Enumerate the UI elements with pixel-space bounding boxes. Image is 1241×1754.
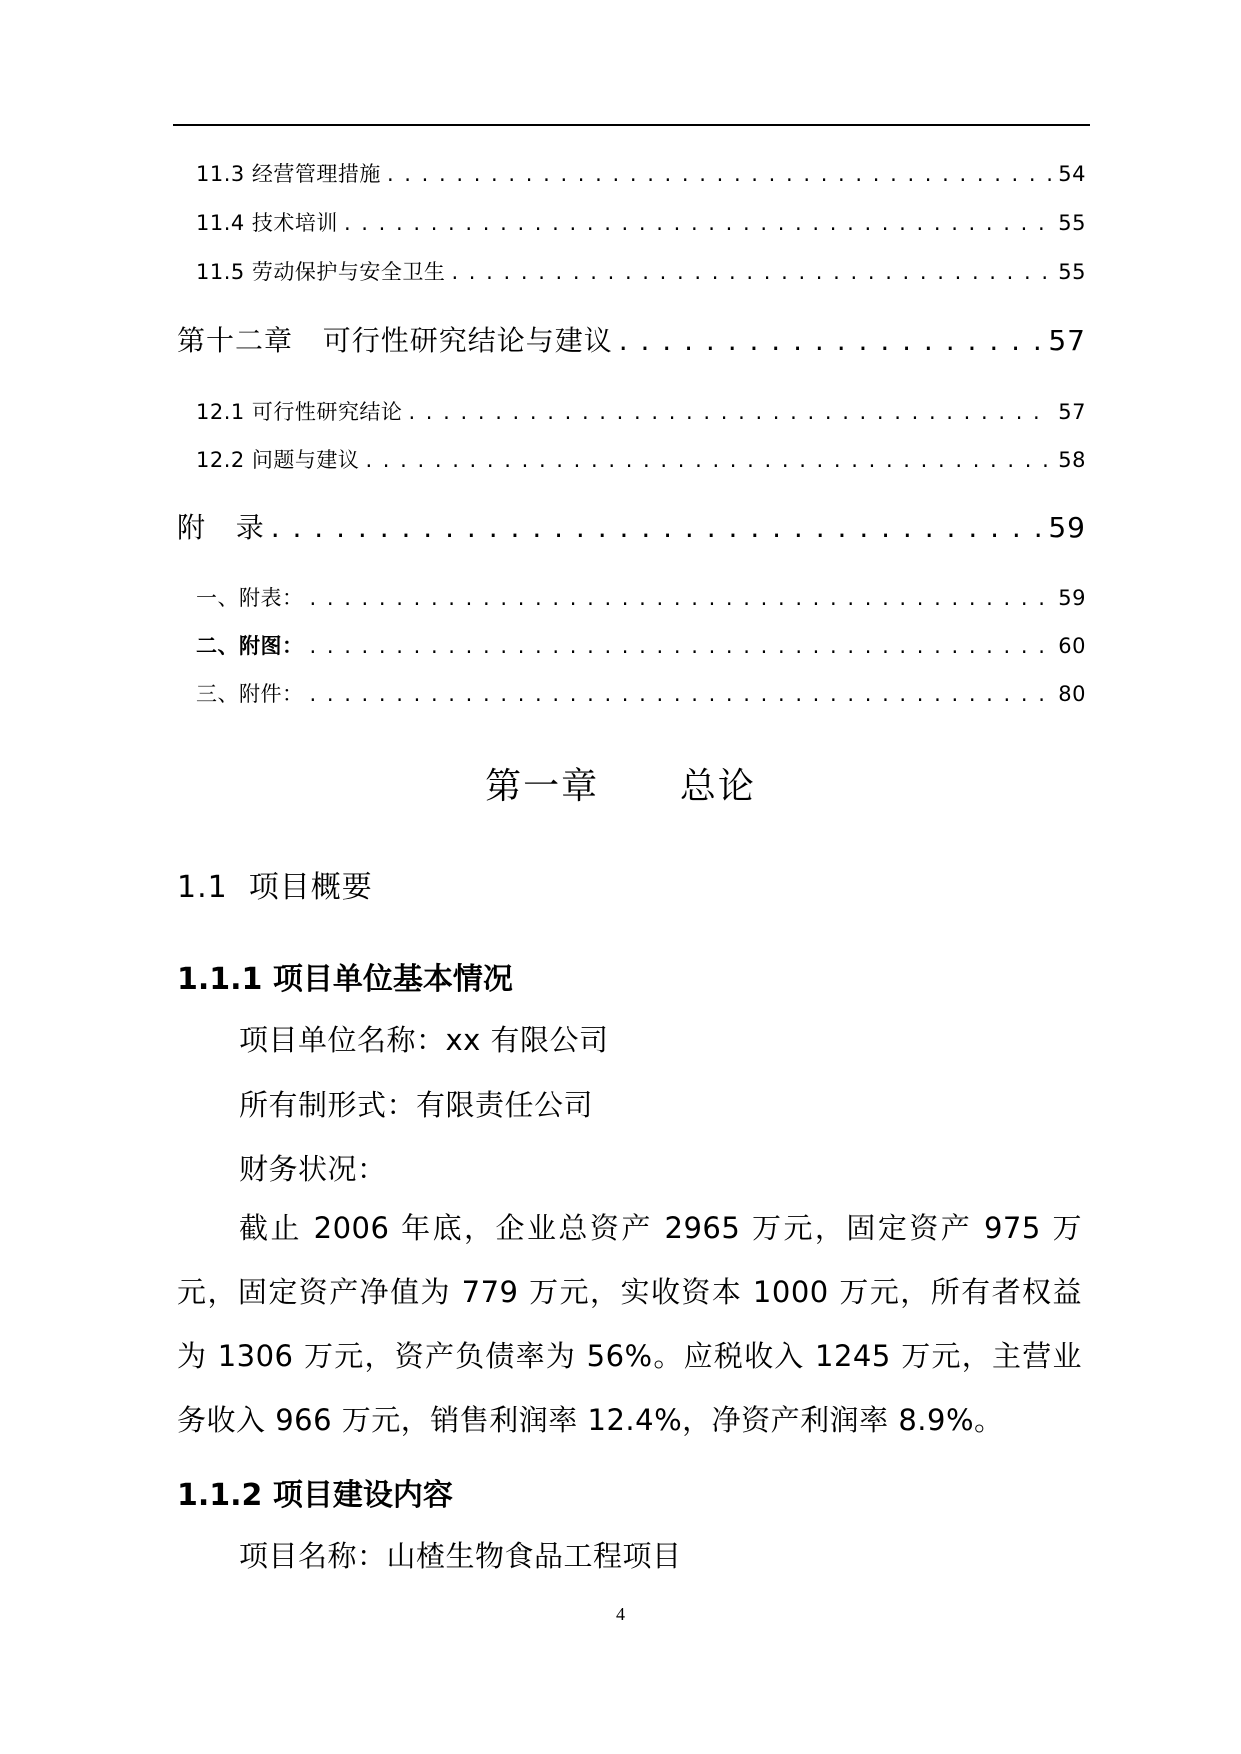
toc-entry-label: 12.1 可行性研究结论 (196, 400, 403, 424)
ownership-line: 所有制形式：有限责任公司 (239, 1088, 594, 1122)
toc-entry-label: 三、附件： (196, 682, 304, 706)
toc-page-number: 55 (1058, 211, 1086, 235)
toc-entry-11-5[interactable] (196, 256, 1086, 286)
toc-entry-11-4[interactable] (196, 207, 1086, 237)
toc-leader-dots (310, 682, 1053, 706)
toc-entry-label: 附 录 (177, 511, 265, 544)
toc-entry-appendix-figures[interactable] (196, 630, 1086, 660)
toc-page-number: 59 (1058, 586, 1086, 610)
project-name-line: 项目名称：山楂生物食品工程项目 (239, 1539, 682, 1573)
section-title: 1.1 项目概要 (177, 870, 373, 905)
subsection-title: 1.1.1 项目单位基本情况 (177, 962, 513, 997)
toc-leader-dots (271, 511, 1043, 544)
header-rule (173, 124, 1090, 126)
toc-entry-label: 11.4 技术培训 (196, 211, 338, 235)
toc-entry-appendix-attachments[interactable] (196, 678, 1086, 708)
toc-entry-appendix[interactable] (177, 506, 1086, 546)
toc-leader-dots (451, 260, 1052, 284)
toc-leader-dots (310, 634, 1053, 658)
toc-entry-label: 一、附表： (196, 586, 304, 610)
company-name-line: 项目单位名称：xx 有限公司 (239, 1023, 609, 1057)
toc-entry-12-1[interactable] (196, 396, 1086, 426)
toc-entry-label: 二、附图： (196, 634, 304, 658)
toc-entry-chapter-12[interactable] (177, 319, 1086, 359)
toc-entry-appendix-tables[interactable] (196, 582, 1086, 612)
toc-page-number: 54 (1058, 162, 1086, 186)
toc-entry-label: 12.2 问题与建议 (196, 448, 360, 472)
toc-entry-label: 11.5 劳动保护与安全卫生 (196, 260, 446, 284)
toc-entry-11-3[interactable] (196, 158, 1086, 188)
page-number: 4 (616, 1604, 625, 1624)
toc-page-number: 58 (1058, 448, 1086, 472)
toc-page-number: 57 (1048, 324, 1086, 357)
finance-paragraph: 截止 2006 年底，企业总资产 2965 万元，固定资产 975 万元，固定资产净值为 779 万元，实收资本 1000 万元，所有者权益为 1306 万元，资产负债率为 56%。应税收入 1245 万元，主营业务收入 966 万元，销售利润率 12.4%，净资产利润率 8.9%。 (177, 1211, 1082, 1437)
toc-leader-dots (365, 448, 1052, 472)
toc-leader-dots (387, 162, 1052, 186)
toc-page-number: 80 (1058, 682, 1086, 706)
toc-leader-dots (344, 211, 1052, 235)
toc-page-number: 57 (1058, 400, 1086, 424)
toc-entry-label: 11.3 经营管理措施 (196, 162, 381, 186)
chapter-title: 第一章 总论 (485, 766, 756, 807)
subsection-title: 1.1.2 项目建设内容 (177, 1478, 453, 1513)
finance-label: 财务状况： (239, 1152, 387, 1186)
toc-entry-label: 第十二章 可行性研究结论与建议 (177, 324, 613, 357)
toc-leader-dots (619, 324, 1043, 357)
toc-leader-dots (310, 586, 1053, 610)
toc-entry-12-2[interactable] (196, 444, 1086, 474)
toc-leader-dots (408, 400, 1052, 424)
toc-page-number: 59 (1048, 511, 1086, 544)
toc-page-number: 55 (1058, 260, 1086, 284)
toc-page-number: 60 (1058, 634, 1086, 658)
